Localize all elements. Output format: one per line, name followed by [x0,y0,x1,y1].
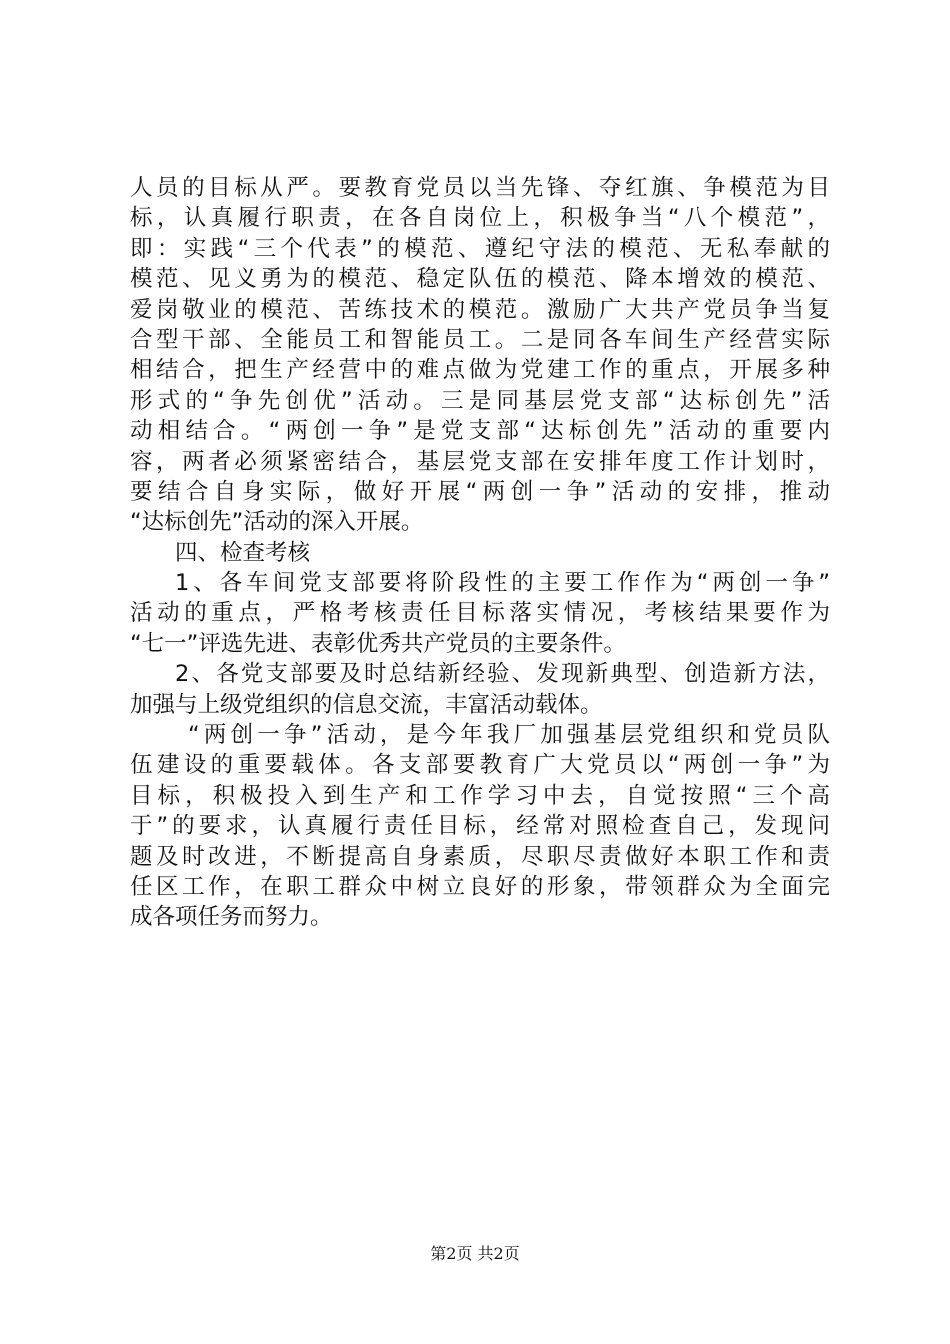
text-line: “七一”评选先进、表彰优秀共产党员的主要条件。 [130,630,626,657]
text-line: 目标，积极投入到生产和工作学习中去，自觉按照“三个高 [130,782,830,809]
text-line: 容，两者必须紧密结合，基层党支部在安排年度工作计划时， [130,448,830,475]
text-line: “达标创先”活动的深入开展。 [130,509,424,536]
text-line: 形式的“争先创优”活动。三是同基层党支部“达标创先”活 [130,387,830,414]
text-line: 要结合自身实际，做好开展“两创一争”活动的安排，推动 [130,478,830,505]
text-line: 动相结合。“两创一争”是党支部“达标创先”活动的重要内 [130,418,830,445]
text-line: 活动的重点，严格考核责任目标落实情况，考核结果要作为 [130,600,830,627]
text-line: 1、各车间党支部要将阶段性的主要工作作为“两创一争” [175,570,830,597]
text-line: 任区工作，在职工群众中树立良好的形象，带领群众为全面完 [130,873,830,900]
text-line: 相结合，把生产经营中的难点做为党建工作的重点，开展多种 [130,357,830,384]
section-heading: 四、检查考核 [175,539,311,566]
page-number-footer: 第2页 共2页 [430,1244,520,1263]
text-line: 2、各党支部要及时总结新经验、发现新典型、创造新方法， [175,661,830,688]
text-line: “两创一争”活动，是今年我厂加强基层党组织和党员队 [188,722,830,749]
text-line: 标，认真履行职责，在各自岗位上，积极争当“八个模范”， [130,205,830,232]
document-body [130,173,830,933]
text-line: 伍建设的重要载体。各支部要教育广大党员以“两创一争”为 [130,752,830,779]
text-line: 题及时改进，不断提高自身素质，尽职尽责做好本职工作和责 [130,843,830,870]
text-line: 加强与上级党组织的信息交流，丰富活动载体。 [130,691,603,718]
text-line: 合型干部、全能员工和智能员工。二是同各车间生产经营实际 [130,326,830,353]
text-line: 人员的目标从严。要教育党员以当先锋、夺红旗、争模范为目 [130,175,830,201]
text-line: 模范、见义勇为的模范、稳定队伍的模范、降本增效的模范、 [130,266,830,293]
text-line: 即：实践“三个代表”的模范、遵纪守法的模范、无私奉献的 [130,235,830,262]
text-line: 成各项任务而努力。 [130,904,333,931]
text-line: 爱岗敬业的模范、苦练技术的模范。激励广大共产党员争当复 [130,296,830,323]
text-line: 于”的要求，认真履行责任目标，经常对照检查自己，发现问 [130,813,830,840]
